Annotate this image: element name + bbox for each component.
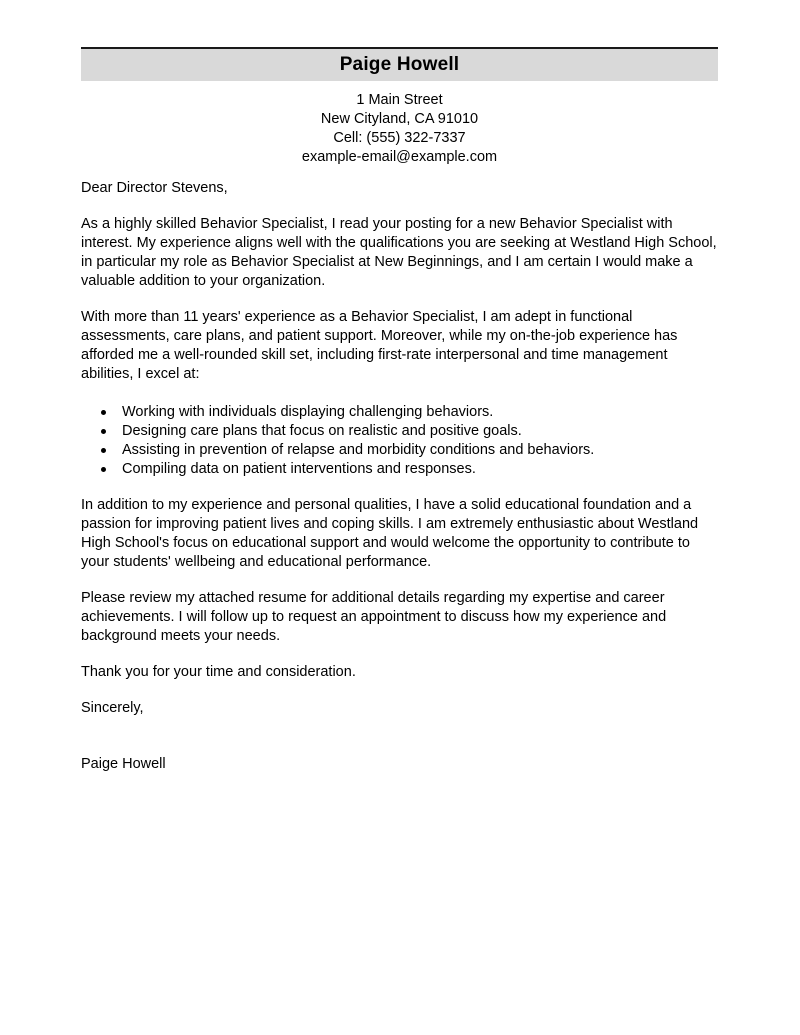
paragraph-intro: As a highly skilled Behavior Specialist, I read your posting for a new Behavior Specialist with interest. My experience aligns well with the qualifications you are seeking at Westland High School, in particular my role as Behavior Specialist at New Beginnings, and I am certain I would make a valuable addition to your organization. [81, 216, 717, 289]
bullet-icon [101, 429, 106, 434]
closing-line: Sincerely, [81, 700, 144, 716]
bullet-icon [101, 410, 106, 415]
thanks-line: Thank you for your time and consideration. [81, 664, 356, 680]
list-item: Working with individuals displaying challenging behaviors. [81, 403, 721, 422]
list-item: Assisting in prevention of relapse and morbidity conditions and behaviors. [81, 441, 721, 460]
contact-street: 1 Main Street [356, 92, 443, 108]
letter-body [81, 179, 721, 791]
salutation: Dear Director Stevens, [81, 180, 228, 196]
skills-list [81, 403, 721, 479]
paragraph-experience: With more than 11 years' experience as a Behavior Specialist, I am adept in functional assessments, care plans, and patient support. Moreover, while my on-the-job experience has afforded me a well-rounded skill set, including first-rate interpersonal and time management abilities, I excel at: [81, 309, 678, 382]
contact-city: New Cityland, CA 91010 [320, 111, 479, 127]
list-item: Designing care plans that focus on realistic and positive goals. [81, 422, 721, 441]
signature-name: Paige Howell [81, 756, 166, 772]
paragraph-followup: Please review my attached resume for additional details regarding my expertise and career achievements. I will follow up to request an appointment to discuss how my experience and background meets your needs. [81, 590, 667, 644]
contact-email: example-email@example.com [301, 149, 498, 165]
paragraph-education: In addition to my experience and personal qualities, I have a solid educational foundation and a passion for improving patient lives and coping skills. I am extremely enthusiastic about Westland High School's focus on educational support and would welcome the opportunity to contribute to your students' wellbeing and educational performance. [81, 497, 699, 570]
bullet-icon [101, 467, 106, 472]
list-item: Compiling data on patient interventions and responses. [81, 460, 721, 479]
contact-block [81, 91, 718, 167]
bullet-icon [101, 448, 106, 453]
applicant-name: Paige Howell [339, 54, 460, 75]
name-header-bar [81, 47, 718, 81]
contact-cell: Cell: (555) 322-7337 [333, 130, 466, 146]
